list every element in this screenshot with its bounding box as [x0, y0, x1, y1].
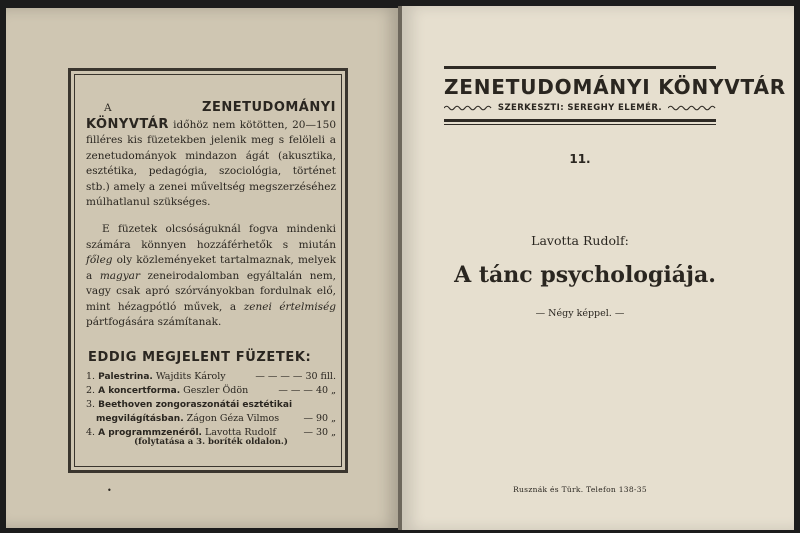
published-list-heading: EDDIG MEGJELENT FÜZETEK:	[88, 350, 312, 365]
list-item: megvilágításban. Zágon Géza Vilmos — 90 „	[96, 413, 336, 424]
page-mark: •	[107, 486, 112, 495]
volume-number: 11.	[569, 152, 591, 166]
intro-paragraph	[86, 100, 336, 211]
header-rule-top	[444, 66, 716, 69]
list-item: 3. Beethoven zongoraszonátái esztétikai	[86, 399, 293, 410]
series-editor-line	[444, 103, 716, 113]
illustration-note: — Négy képpel. —	[535, 308, 625, 319]
author-name: Lavotta Rudolf:	[531, 233, 629, 248]
series-title: ZENETUDOMÁNYI KÖNYVTÁR	[444, 75, 786, 99]
book-title: A tánc psychologiája.	[454, 262, 716, 288]
brand-name: ZENETUDOMÁNYI KÖNYVTÁR	[86, 100, 336, 132]
series-editor: SZERKESZTI: SEREGHY ELEMÉR.	[497, 103, 663, 113]
ornament-right-icon	[668, 104, 716, 112]
published-list	[86, 370, 336, 440]
series-header	[444, 66, 786, 125]
list-item: 1. Palestrina. Wajdits Károly — — — — 30 fill.	[86, 371, 336, 382]
intro-prefix: A	[104, 102, 112, 114]
list-item: 2. A koncertforma. Geszler Ödön — — — 40 „	[86, 385, 336, 396]
intro-text: időhöz nem kötötten, 20—150 filléres kis füzetekben jelenik meg s felöleli a zenetudományok mindazon ágát (akusztika, esztétika, pedagógia, szociológia, történet stb.) amely a zenei műveltség megszerzéséhez múlhatlanul szükséges.	[86, 118, 337, 208]
list-item: 4. A programmzenéről. Lavotta Rudolf — 30 „	[86, 427, 336, 438]
ornament-left-icon	[444, 104, 492, 112]
second-paragraph: E füzetek olcsóságuknál fogva mindenki számára könnyen hozzáférhetők s miután főleg oly közleményeket tartalmaznak, melyek a magyar zeneirodalomban egyáltalán nem, vagy csak apró szórványokban fordulnak elő, mint hézagpótló művek, a zenei értelmiség pártfogására számítanak.	[86, 223, 336, 328]
header-rule-bottom	[444, 119, 716, 122]
continuation-note: (folytatása a 3. boríték oldalon.)	[134, 437, 288, 447]
printer-imprint: Rusznák és Türk. Telefon 138-35	[513, 485, 647, 494]
